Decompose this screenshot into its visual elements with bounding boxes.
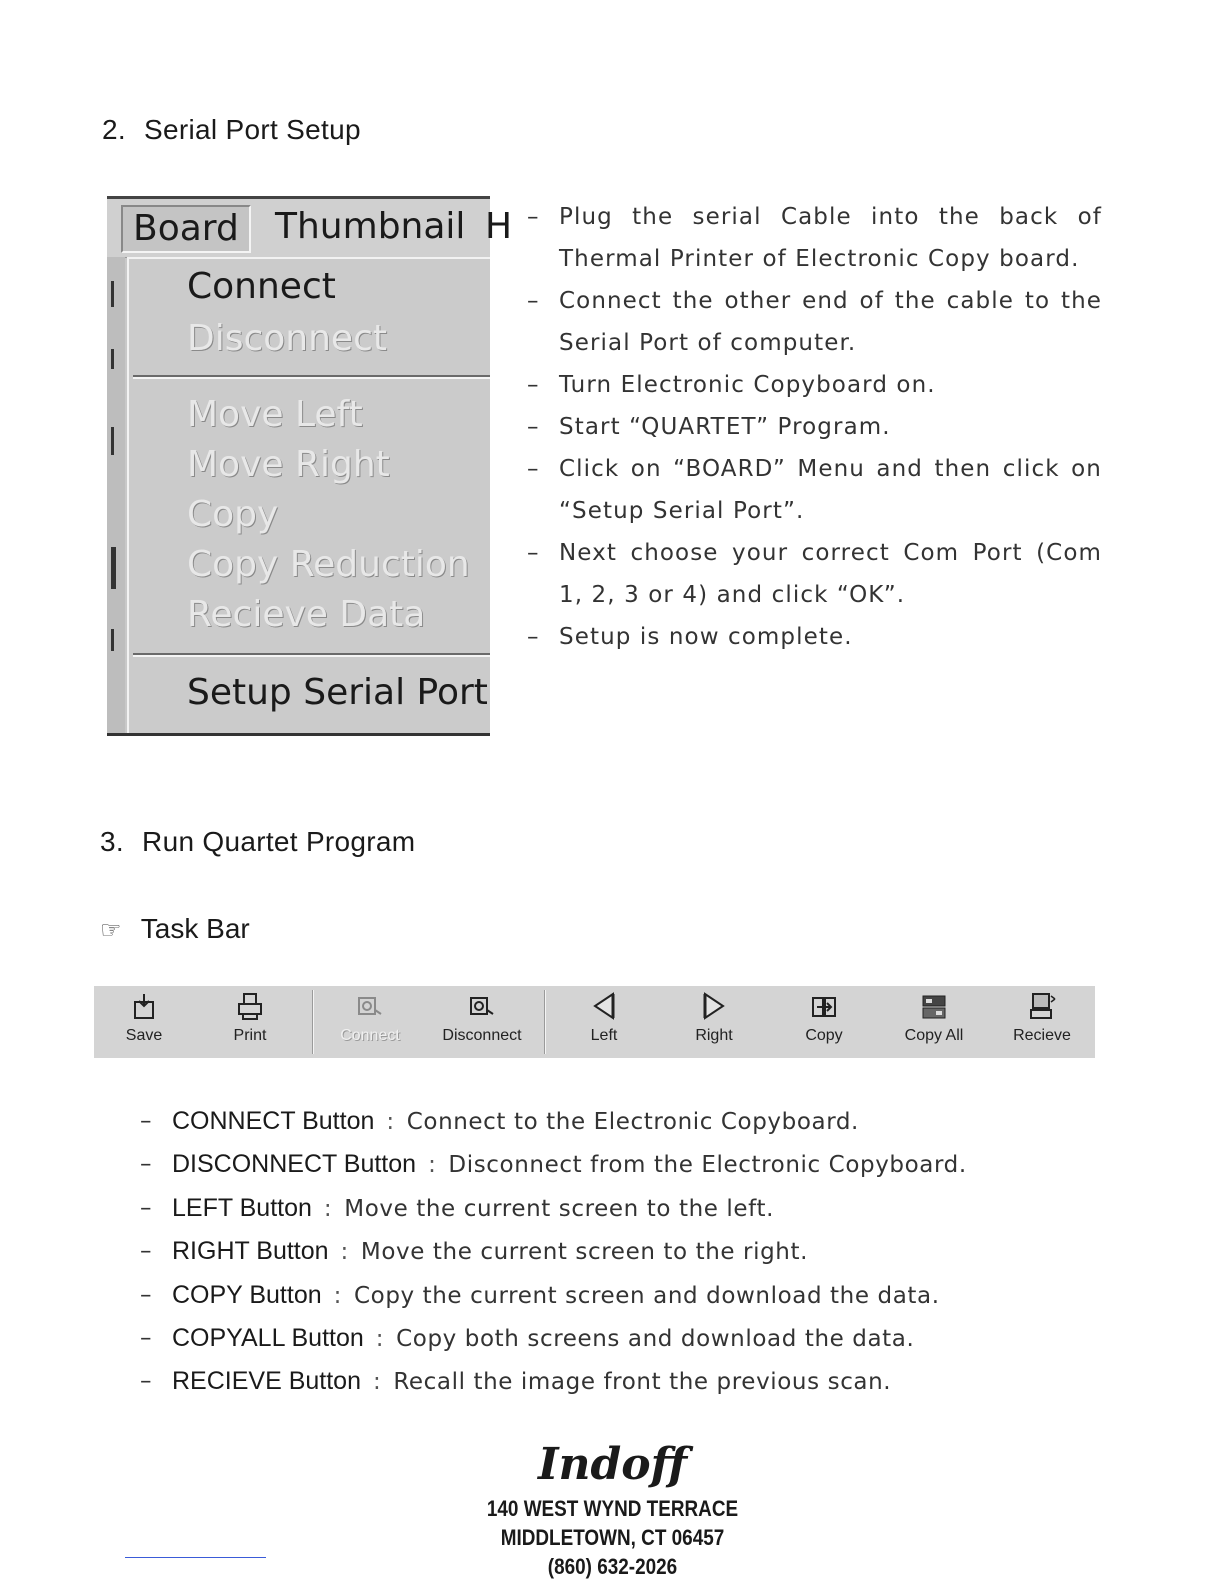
disconnect-label: Disconnect bbox=[442, 1027, 522, 1044]
indoff-logo: Indoff bbox=[537, 1439, 688, 1490]
left-label: Left bbox=[590, 1027, 618, 1044]
background-window-strip bbox=[107, 257, 125, 733]
recieve-icon bbox=[1025, 990, 1059, 1024]
button-description: Recall the image front the previous scan. bbox=[393, 1369, 892, 1396]
section-3-number: 3. bbox=[100, 826, 124, 857]
address-line-1: 140 WEST WYND TERRACE bbox=[486, 1496, 739, 1521]
print-label: Print bbox=[233, 1027, 267, 1044]
menu-separator bbox=[133, 653, 490, 657]
colon: : bbox=[372, 1369, 382, 1396]
button-description: Disconnect from the Electronic Copyboard. bbox=[448, 1152, 967, 1179]
left-arrow-icon bbox=[587, 990, 621, 1024]
footer bbox=[0, 1436, 1225, 1581]
list-item: – Click on “BOARD” Menu and then click on “Setup Serial Port”. bbox=[527, 448, 1102, 532]
menu-item-recieve-data[interactable]: Recieve Data bbox=[187, 594, 426, 635]
list-item bbox=[140, 1317, 967, 1360]
right-label: Right bbox=[695, 1027, 733, 1044]
section-2-number: 2. bbox=[102, 114, 126, 145]
save-icon bbox=[127, 990, 161, 1024]
connect-icon bbox=[353, 990, 387, 1024]
list-item: – Start “QUARTET” Program. bbox=[527, 406, 1102, 448]
setup-steps-list bbox=[527, 196, 1102, 658]
toolbar-screenshot bbox=[94, 986, 1095, 1058]
button-name: LEFT Button bbox=[172, 1193, 312, 1222]
printer-icon bbox=[233, 990, 267, 1024]
connect-label: Connect bbox=[340, 1027, 400, 1044]
disconnect-button[interactable] bbox=[432, 986, 532, 1058]
menu-separator bbox=[133, 375, 490, 379]
button-description: Connect to the Electronic Copyboard. bbox=[406, 1109, 859, 1135]
menu-item-copy-reduction[interactable]: Copy Reduction bbox=[187, 544, 470, 585]
connect-button[interactable] bbox=[320, 986, 420, 1058]
toolbar-separator bbox=[312, 990, 314, 1054]
menu-item-move-right[interactable]: Move Right bbox=[187, 444, 390, 485]
right-button[interactable] bbox=[664, 986, 764, 1058]
button-description: Move the current screen to the left. bbox=[344, 1195, 774, 1222]
list-item bbox=[140, 1100, 967, 1143]
list-item bbox=[140, 1274, 967, 1317]
footer-rule bbox=[125, 1557, 266, 1558]
recieve-button[interactable] bbox=[992, 986, 1092, 1058]
save-label: Save bbox=[125, 1027, 163, 1044]
button-description: Copy both screens and download the data. bbox=[396, 1326, 915, 1353]
print-button[interactable] bbox=[200, 986, 300, 1058]
copy-all-button[interactable] bbox=[884, 986, 984, 1058]
board-menu-screenshot bbox=[107, 196, 513, 736]
colon: : bbox=[323, 1195, 333, 1222]
left-button[interactable] bbox=[554, 986, 654, 1058]
task-bar-label: Task Bar bbox=[140, 913, 250, 944]
menu-item-disconnect[interactable]: Disconnect bbox=[187, 318, 387, 359]
section-2-title: Serial Port Setup bbox=[144, 114, 361, 145]
save-button[interactable] bbox=[94, 986, 194, 1058]
section-2-heading bbox=[102, 114, 361, 146]
address-line-2: MIDDLETOWN, CT 06457 bbox=[500, 1525, 725, 1550]
menu-item-connect[interactable]: Connect bbox=[187, 266, 336, 307]
right-arrow-icon bbox=[697, 990, 731, 1024]
recieve-label: Recieve bbox=[1013, 1027, 1071, 1044]
menu-bar-clipped-item[interactable]: H bbox=[485, 206, 513, 247]
button-name: DISCONNECT Button bbox=[172, 1150, 417, 1179]
toolbar-separator bbox=[544, 990, 546, 1054]
button-name: CONNECT Button bbox=[172, 1107, 375, 1135]
list-item: – Next choose your correct Com Port (Com 1, 2, 3 or 4) and click “OK”. bbox=[527, 532, 1102, 616]
disconnect-icon bbox=[465, 990, 499, 1024]
list-item: – Plug the serial Cable into the back of Thermal Printer of Electronic Copy board. bbox=[527, 196, 1102, 280]
copy-icon bbox=[807, 990, 841, 1024]
board-dropdown-menu bbox=[127, 257, 490, 733]
button-name: RECIEVE Button bbox=[172, 1367, 361, 1396]
menu-item-setup-serial-port[interactable]: Setup Serial Port bbox=[187, 672, 488, 713]
section-3-title: Run Quartet Program bbox=[142, 826, 416, 857]
list-item bbox=[140, 1143, 967, 1186]
pointing-hand-icon: ☞ bbox=[100, 917, 122, 944]
list-item bbox=[140, 1187, 967, 1230]
colon: : bbox=[428, 1152, 437, 1179]
colon: : bbox=[333, 1282, 342, 1309]
menu-item-copy[interactable]: Copy bbox=[187, 494, 279, 535]
button-name: RIGHT Button bbox=[172, 1237, 329, 1266]
button-name: COPY Button bbox=[172, 1280, 322, 1309]
copy-label: Copy bbox=[805, 1027, 843, 1044]
button-descriptions-list bbox=[140, 1100, 967, 1404]
task-bar-heading bbox=[100, 913, 250, 945]
copy-all-label: Copy All bbox=[904, 1027, 964, 1044]
list-item: – Setup is now complete. bbox=[527, 616, 1102, 658]
list-item: – Turn Electronic Copyboard on. bbox=[527, 364, 1102, 406]
copy-button[interactable] bbox=[774, 986, 874, 1058]
colon: : bbox=[340, 1239, 349, 1266]
copy-all-icon bbox=[917, 990, 951, 1024]
list-item bbox=[140, 1230, 967, 1273]
list-item: – Connect the other end of the cable to the Serial Port of computer. bbox=[527, 280, 1102, 364]
phone-number: (860) 632-2026 bbox=[547, 1554, 678, 1579]
section-3-heading bbox=[100, 826, 415, 858]
colon: : bbox=[375, 1326, 385, 1353]
button-name: COPYALL Button bbox=[172, 1324, 364, 1353]
menu-bar-board[interactable]: Board bbox=[121, 205, 251, 253]
colon: : bbox=[386, 1109, 395, 1135]
menu-bar bbox=[107, 199, 513, 258]
menu-bar-thumbnail[interactable]: Thumbnail bbox=[275, 206, 466, 247]
button-description: Copy the current screen and download the data. bbox=[353, 1282, 940, 1309]
button-description: Move the current screen to the right. bbox=[360, 1239, 809, 1266]
menu-item-move-left[interactable]: Move Left bbox=[187, 394, 363, 435]
list-item bbox=[140, 1360, 967, 1403]
